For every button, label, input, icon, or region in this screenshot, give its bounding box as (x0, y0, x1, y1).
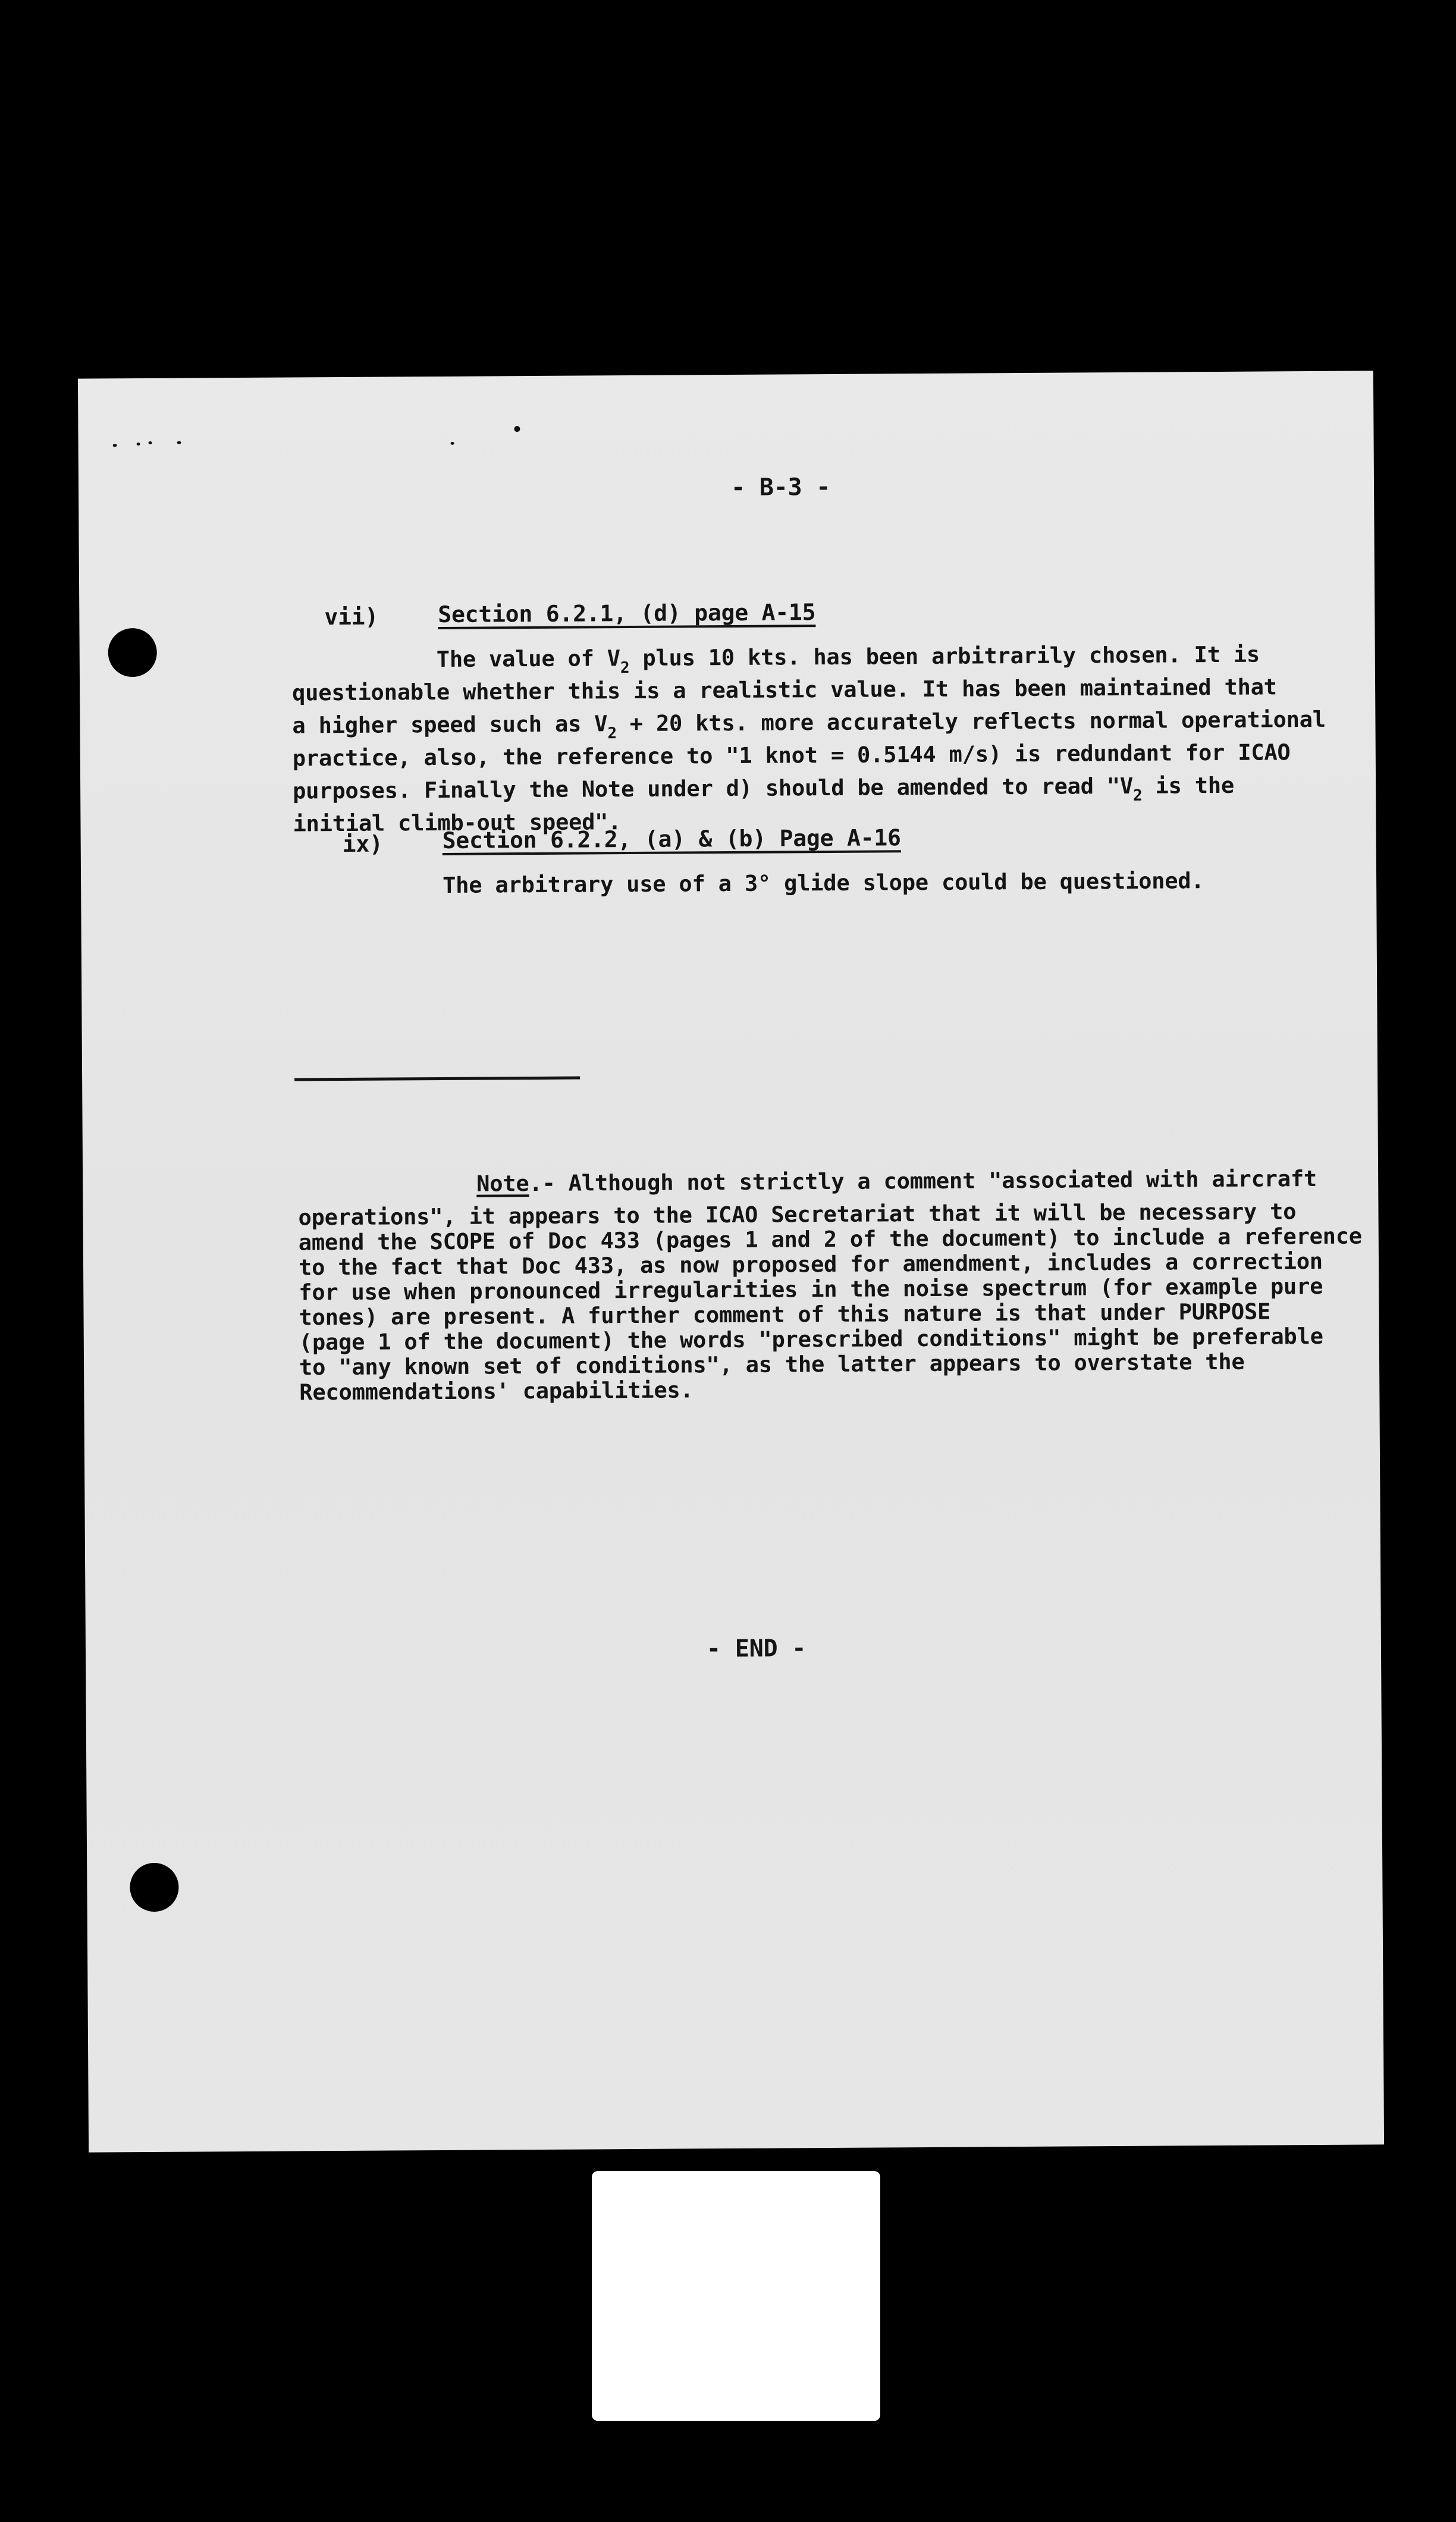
end-marker: - END - (706, 1635, 807, 1663)
item-ix-number: ix) (342, 830, 383, 857)
page-number: - B-3 - (730, 473, 831, 501)
note-line: (page 1 of the document) the words "prescribed conditions" might be preferable (299, 1323, 1323, 1356)
item-ix-heading: Section 6.2.2, (a) & (b) Page A-16 (442, 824, 901, 854)
note-line: for use when pronounced irregularities in the noise spectrum (for example pure (299, 1273, 1323, 1306)
item-vii-number: vii) (324, 603, 379, 630)
note-label: Note (476, 1171, 529, 1197)
paragraph-line: questionable whether this is a realistic value. It has been maintained that (292, 674, 1277, 706)
paragraph-line: practice, also, the reference to "1 knot = 0.5144 m/s) is redundant for ICAO (292, 739, 1291, 771)
note-line: amend the SCOPE of Doc 433 (pages 1 and 2 of the document) to include a reference (298, 1223, 1363, 1256)
item-ix-text: The arbitrary use of a 3° glide slope could be questioned. (442, 868, 1204, 898)
paragraph-line: initial climb-out speed". (293, 809, 622, 837)
scan-speck (177, 441, 181, 444)
note-line: to the fact that Doc 433, as now proposed for amendment, includes a correction (298, 1248, 1323, 1281)
note-line: to "any known set of conditions", as the latter appears to overstate the (299, 1348, 1245, 1381)
blank-label-slip (592, 2171, 880, 2421)
scan-speck (149, 441, 152, 444)
paragraph-line: The value of $V_2$ plus 10 kts. has been arbitrarily chosen. It is (436, 641, 1260, 677)
note-line: tones) are present. A further comment of this nature is that under PURPOSE (299, 1298, 1271, 1331)
paragraph-line: a higher speed such as $V_2 + 20$ kts. more accurately reflects normal operational (292, 706, 1326, 743)
item-vii-paragraph (292, 638, 1326, 840)
note-first-line: Note.- Although not strictly a comment "associated with aircraft (476, 1165, 1317, 1197)
scan-speck (451, 442, 454, 445)
scan-speck (137, 443, 140, 446)
scan-speck (113, 444, 117, 447)
note-paragraph (298, 1162, 1363, 1406)
document-page (78, 371, 1384, 2152)
footnote-divider (294, 1077, 580, 1081)
punch-hole-bottom (130, 1863, 178, 1912)
note-line: Recommendations' capabilities. (299, 1377, 694, 1406)
punch-hole-top (108, 628, 156, 677)
scan-speck (514, 426, 520, 432)
item-vii-heading: Section 6.2.1, (d) page A-15 (438, 599, 816, 628)
paragraph-line: purposes. Finally the Note under d) should be amended to read "$V_2$ is the (293, 772, 1235, 805)
note-line: operations", it appears to the ICAO Secretariat that it will be necessary to (298, 1199, 1297, 1231)
